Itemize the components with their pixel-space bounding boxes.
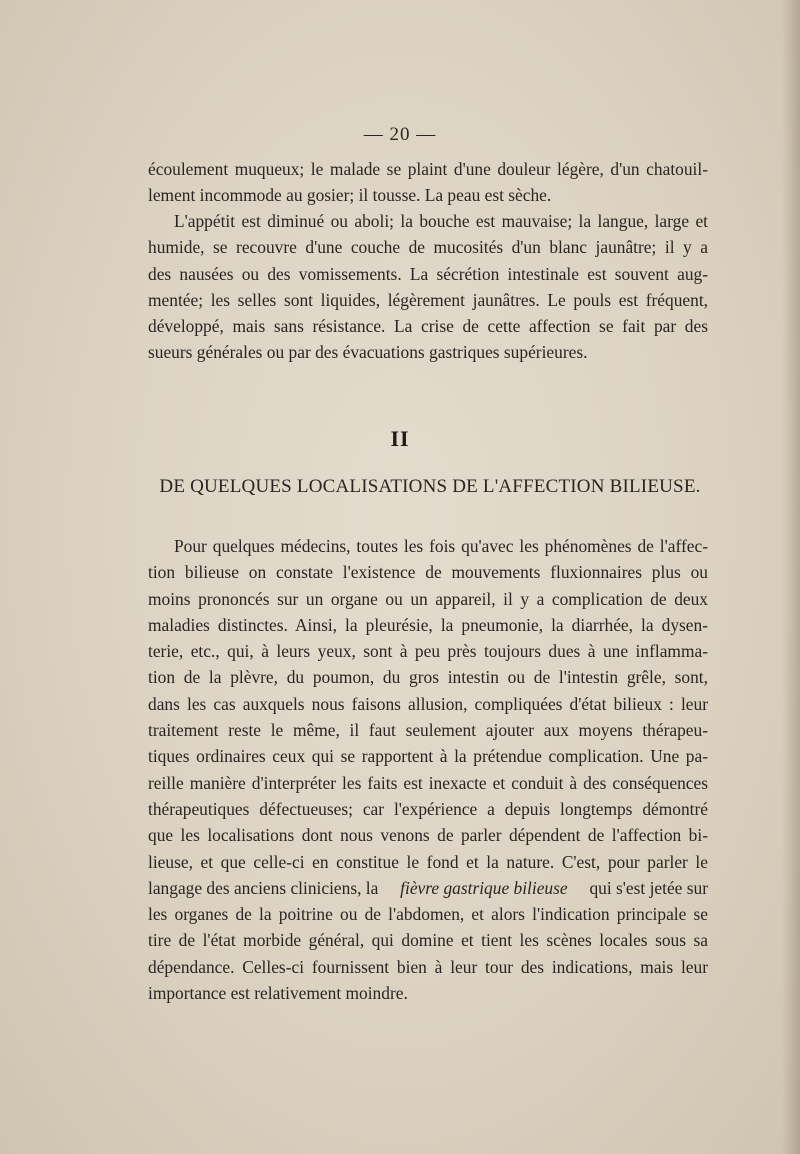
text-line: mentée; les selles sont liquides, légèrement jaunâtres. Le pouls est fréquent, (148, 289, 708, 310)
text-line: tiques ordinaires ceux qui se rapportent à la prétendue complication. Une pa- (148, 746, 708, 767)
text-line: écoulement muqueux; le malade se plaint d'une douleur légère, d'un chatouil- (148, 159, 708, 179)
text-line-with-italic (148, 875, 708, 901)
paragraph-continuation (148, 156, 708, 209)
text-line: lement incommode au gosier; il tousse. La peau est sèche. (148, 185, 552, 206)
section-number: II (390, 426, 410, 451)
text-fragment: qui s'est jetée sur (589, 877, 708, 898)
paragraph-symptoms (148, 208, 708, 366)
text-line: humide, se recouvre d'une couche de mucosités d'un blanc jaunâtre; il y a (148, 237, 708, 258)
text-line: développé, mais sans résistance. La crise de cette affection se fait par des (148, 316, 708, 337)
text-line: les organes de la poitrine ou de l'abdomen, et alors l'indication principale se (148, 904, 708, 925)
text-line: dans les cas auxquels nous faisons allusion, compliquées d'état bilieux : leur (148, 693, 708, 714)
text-fragment: langage des anciens cliniciens, la (148, 877, 379, 898)
italic-term: fièvre gastrique bilieuse (400, 877, 568, 898)
text-line: tion bilieuse on constate l'existence de mouvements fluxionnaires plus ou (148, 562, 708, 583)
text-line: terie, etc., qui, à leurs yeux, sont à peu près toujours dues à une inflamma- (148, 641, 708, 662)
paragraph-localisations (148, 533, 708, 1006)
section-title: DE QUELQUES LOCALISATIONS DE L'AFFECTION BILIEUSE. (159, 476, 701, 497)
text-line: Pour quelques médecins, toutes les fois qu'avec les phénomènes de l'affec- (174, 536, 708, 556)
text-line: L'appétit est diminué ou aboli; la bouche est mauvaise; la langue, large et (174, 211, 708, 231)
text-line: sueurs générales ou par des évacuations gastriques supérieures. (148, 342, 588, 363)
text-line: maladies distinctes. Ainsi, la pleurésie, la pneumonie, la diarrhée, la dysen- (148, 614, 708, 635)
text-line: importance est relativement moindre. (148, 983, 408, 1004)
text-line: traitement reste le même, il faut seulement ajouter aux moyens thérapeu- (148, 720, 708, 741)
text-line: moins prononcés sur un organe ou un appareil, il y a complication de deux (148, 588, 708, 609)
text-line: tion de la plèvre, du poumon, du gros intestin ou de l'intestin grêle, sont, (148, 667, 708, 688)
text-line: que les localisations dont nous venons de parler dépendent de l'affection bi- (148, 825, 708, 846)
text-line: des nausées ou des vomissements. La sécrétion intestinale est souvent aug- (148, 263, 708, 284)
page-number: — 20 — (363, 124, 437, 145)
text-line: dépendance. Celles-ci fournissent bien à leur tour des indications, mais leur (148, 956, 708, 977)
text-line: reille manière d'interpréter les faits est inexacte et conduit à des conséquences (148, 772, 708, 793)
page-edge-shadow (782, 0, 800, 1154)
text-line: thérapeutiques défectueuses; car l'expérience a depuis longtemps démontré (148, 798, 708, 819)
text-line: lieuse, et que celle-ci en constitue le fond et la nature. C'est, pour parler le (148, 851, 708, 872)
text-line: tire de l'état morbide général, qui domine et tient les scènes locales sous sa (148, 930, 708, 951)
